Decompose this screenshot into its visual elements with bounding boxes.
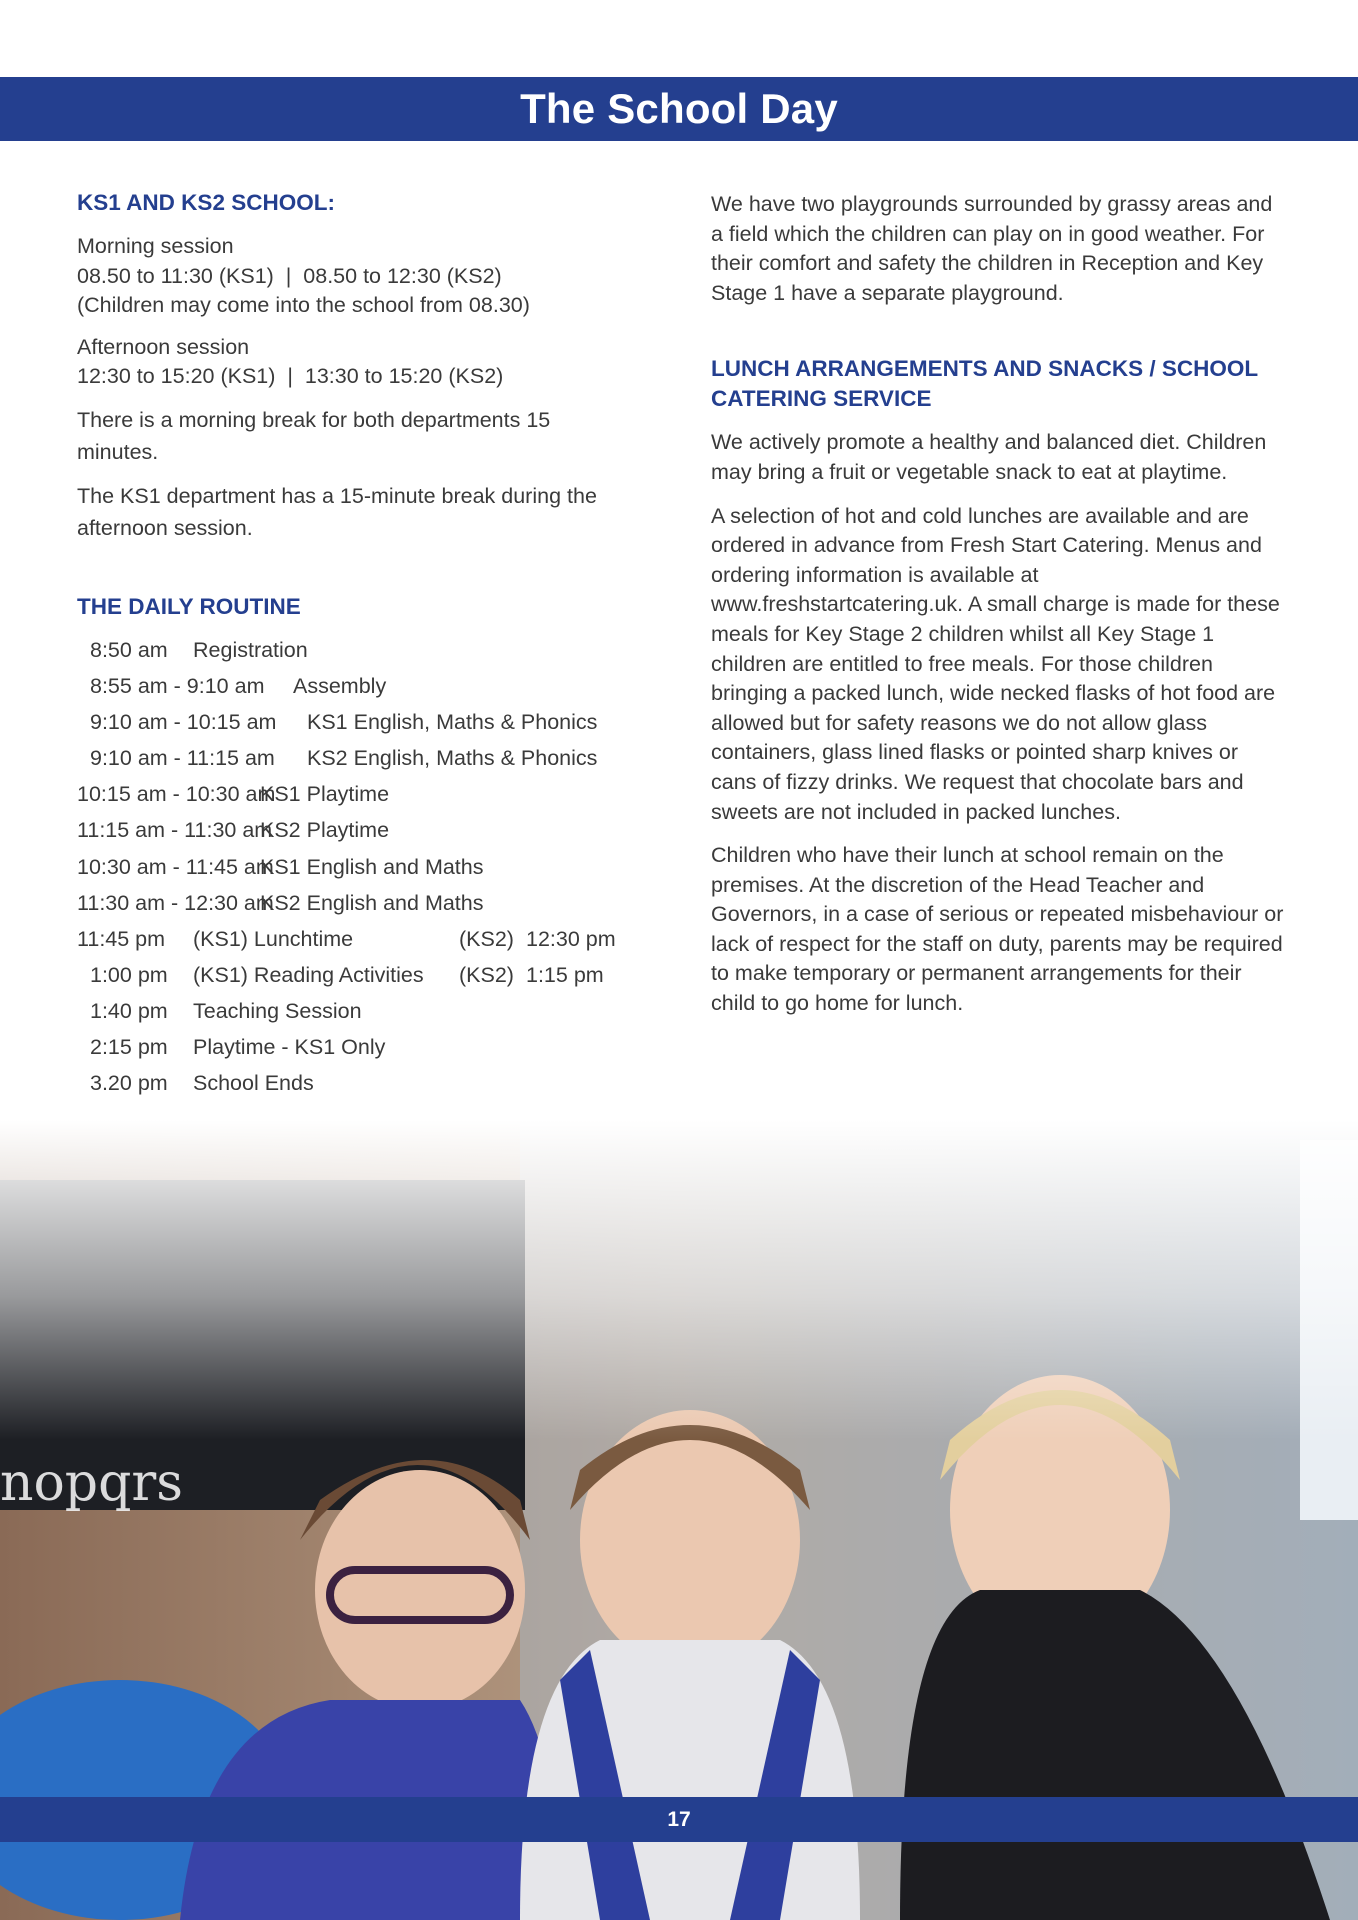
routine-row [77, 1029, 637, 1065]
routine-row [77, 993, 637, 1029]
routine-ks2-time: 12:30 pm [526, 926, 616, 951]
afternoon-break-note: The KS1 department has a 15-minute break during the afternoon session. [77, 483, 597, 540]
afternoon-session [77, 333, 637, 392]
routine-time: 9:10 am - 10:15 am [90, 710, 277, 735]
right-column [711, 190, 1286, 1019]
morning-break-note: There is a morning break for both departments 15 minutes. [77, 407, 551, 464]
routine-activity: Assembly [293, 674, 387, 699]
routine-row [77, 921, 637, 957]
routine-row [77, 668, 637, 704]
morning-session-note: (Children may come into the school from 08.30) [77, 293, 530, 318]
routine-time: 8:50 am [90, 637, 168, 662]
routine-activity: KS2 English, Maths & Phonics [307, 746, 598, 771]
routine-time: 3.20 pm [90, 1071, 168, 1096]
page-number: 17 [667, 1807, 691, 1831]
routine-activity: KS2 English and Maths [260, 890, 484, 915]
routine-row [77, 704, 637, 740]
routine-time: 1:00 pm [90, 962, 168, 987]
routine-time: 9:10 am - 11:15 am [90, 746, 275, 771]
routine-time: 11:45 pm [77, 926, 166, 951]
morning-session [77, 232, 637, 321]
playgrounds-paragraph: We have two playgrounds surrounded by grassy areas and a field which the children can play on in good weather. For their comfort and safety the children in Reception and Key Stage 1 have a separate playground. [711, 192, 1273, 305]
routine-row [77, 885, 637, 921]
footer-bar [0, 1797, 1358, 1842]
routine-time: 11:15 am - 11:30 am [77, 818, 273, 843]
routine-row [77, 812, 637, 848]
daily-routine-heading: THE DAILY ROUTINE [77, 593, 301, 619]
lunches-paragraph: A selection of hot and cold lunches are available and are ordered in advance from Fresh Start Catering. Menus and ordering information is available at www.freshstartcatering.uk. A small charge is made for these meals for Key Stage 2 children whilst all Key Stage 1 children are entitled to free meals. For those children bringing a packed lunch, wide necked flasks of hot food are allowed but for safety reasons we do not allow glass containers, glass lined flasks or pointed sharp knives or cans of fizzy drinks. We request that chocolate bars and sweets are not included in packed lunches. [711, 503, 1280, 824]
routine-activity: KS2 Playtime [260, 818, 390, 843]
routine-time: 10:30 am - 11:45 am [77, 854, 274, 879]
ks-school-heading: KS1 AND KS2 SCHOOL: [77, 190, 335, 215]
routine-time: 10:15 am - 10:30 am [77, 782, 276, 807]
routine-activity: KS1 English and Maths [260, 854, 484, 879]
routine-activity: Playtime - KS1 Only [193, 1035, 386, 1059]
routine-activity: Registration [193, 637, 308, 662]
routine-row [77, 632, 637, 668]
daily-routine-table [77, 632, 637, 1101]
routine-activity: (KS1) Lunchtime [193, 926, 354, 951]
afternoon-session-times: 12:30 to 15:20 (KS1) | 13:30 to 15:20 (KS2) [77, 364, 504, 389]
routine-activity: KS1 Playtime [260, 782, 390, 807]
page-title: The School Day [520, 85, 838, 132]
routine-time: 8:55 am - 9:10 am [90, 674, 265, 699]
routine-row [77, 776, 637, 812]
routine-time: 1:40 pm [90, 998, 168, 1023]
title-banner [0, 77, 1358, 141]
routine-ks2-time: 1:15 pm [526, 962, 604, 987]
routine-row [77, 957, 637, 993]
routine-activity: (KS1) Reading Activities [193, 962, 424, 987]
routine-activity: School Ends [193, 1071, 314, 1096]
routine-ks2-label: (KS2) [459, 926, 514, 951]
routine-time: 2:15 pm [90, 1035, 168, 1059]
routine-row [77, 740, 637, 776]
morning-session-times: 08.50 to 11:30 (KS1) | 08.50 to 12:30 (KS2) [77, 263, 502, 288]
morning-session-label: Morning session [77, 234, 234, 258]
routine-row [77, 1065, 637, 1101]
left-column [77, 188, 637, 1101]
routine-activity: Teaching Session [193, 998, 362, 1023]
lunch-arrangements-heading: LUNCH ARRANGEMENTS AND SNACKS / SCHOOL CATERING SERVICE [711, 356, 1258, 412]
premises-paragraph: Children who have their lunch at school remain on the premises. At the discretion of the Head Teacher and Governors, in a case of serious or repeated misbehaviour or lack of respect for the staff on duty, parents may be required to make temporary or permanent arrangements for their child to go home for lunch. [711, 843, 1284, 1016]
healthy-diet-paragraph: We actively promote a healthy and balanced diet. Children may bring a fruit or vegetable snack to eat at playtime. [711, 430, 1267, 484]
routine-row [77, 849, 637, 885]
routine-activity: KS1 English, Maths & Phonics [307, 710, 598, 735]
routine-ks2-label: (KS2) [459, 962, 514, 987]
routine-time: 11:30 am - 12:30 am [77, 890, 274, 915]
afternoon-session-label: Afternoon session [77, 334, 250, 359]
